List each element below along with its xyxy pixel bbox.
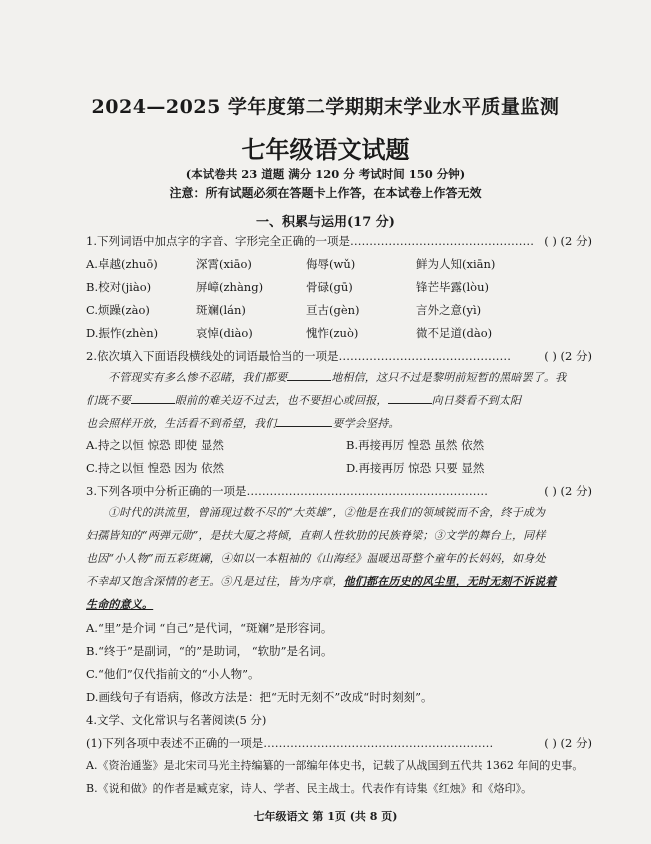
q2-stem: 2.依次填入下面语段横线处的词语最恰当的一项是……………………………………… ( ) (2 分) [86,349,592,363]
page-footer: 七年级语文 第 1页 (共 8 页) [253,810,398,823]
q2-passage: 也会照样开放，生活看不到希望，我们 要学会坚持。 [86,417,400,430]
q2-answer-paren: ( ) (2 分) [544,349,592,363]
q4-answer-paren: ( ) (2 分) [544,736,592,750]
q4-option: B.《说和做》的作者是臧克家，诗人、学者、民主战士。代表作有诗集《红烛》和《烙印》。 [86,782,533,795]
q3-passage [86,594,610,615]
q4-stem: 4.文学、文化常识与名著阅读(5 分) [86,713,267,727]
q3-option: C.“他们”仅代指前文的“小人物”。 [86,667,260,681]
q4-sub1: (1)下列各项中表述不正确的一项是…………………………………………………… ( ) (2 分) [86,736,592,750]
exam-info: (本试卷共 23 道题 满分 120 分 考试时间 150 分钟) [185,167,466,181]
q3-option: B.“终于”是副词，“的”是助词， “软肋”是名词。 [86,644,333,658]
exam-notice: 注意：所有试题必须在答题卡上作答，在本试卷上作答无效 [169,186,482,200]
exam-title: 2024—2025 学年度第二学期期末学业水平质量监测 [91,96,560,118]
q2-passage: 不管现实有多么惨不忍睹，我们都要 地相信，这只不过是黎明前短暂的黑暗罢了。我 [108,371,567,384]
q1-answer-paren: ( ) (2 分) [544,234,592,248]
q2-option-row: C.持之以恒 惶恐 因为 依然 D.再接再厉 惊恐 只要 显然 [86,461,485,475]
q3-answer-paren: ( ) (2 分) [544,484,592,498]
q1-option-row: B.校对(jiào) 屏嶂(zhàng) 骨碌(gū) 锋芒毕露(lòu) [86,280,489,294]
q3-option: A.“里”是介词 “自己”是代词，“斑斓”是形容词。 [86,621,333,635]
underlined-sentence: 他们都在历史的风尘里，无时无刻不诉说着 [343,575,557,588]
q3-passage: 也因“小人物”而五彩斑斓，④如以一本粗袖的《山海经》温暖迅哥整个童年的长妈妈，如身处 [86,552,546,565]
fill-blank [287,370,331,381]
q1-option-row: C.烦躁(zào) 斑斓(lán) 亘古(gèn) 言外之意(yì) [86,303,482,317]
q2-passage: 们既不要 眼前的难关迈不过去，也不要担心或回报， 向日葵看不到太阳 [86,394,522,407]
q4-option: A.《资治通鉴》是北宋司马光主持编纂的一部编年体史书，记载了从战国到五代共 1362 年间的史事。 [86,759,584,772]
fill-blank [131,393,175,404]
underlined-sentence: 生命的意义。 [86,598,154,611]
q2-option-row: A.持之以恒 惊恐 即使 显然 B.再接再厉 惶恐 虽然 依然 [86,438,485,452]
q3-passage: ①时代的洪流里，曾涌现过数不尽的“大英雄”，②他是在我们的领域锐而不舍，终于成为 [108,506,546,519]
q1-stem: 1.下列词语中加点字的字音、字形完全正确的一项是………………………………………… ( ) (2 分) [86,234,592,248]
exam-subtitle: 七年级语文试题 [241,135,410,164]
q3-passage: 不幸却又饱含深情的老王。⑤凡是过往，皆为序章，他们都在历史的风尘里，无时无刻不诉说着 [86,575,557,588]
q3-passage: 妇孺皆知的“两弹元勋”，是扶大厦之将倾，直刺人性软肋的民族脊梁；③文学的舞台上，同样 [86,529,546,542]
section-heading: 一、积累与运用(17 分) [256,215,395,230]
q1-option-row: A.卓越(zhuō) 深霄(xiāo) 侮辱(wǔ) 鲜为人知(xiān) [86,257,496,271]
fill-blank [388,393,432,404]
q3-option: D.画线句子有语病，修改方法是：把“无时无刻不”改成“时时刻刻”。 [86,690,433,704]
fill-blank [276,416,332,427]
q3-stem: 3.下列各项中分析正确的一项是……………………………………………………… ( ) (2 分) [86,484,592,498]
q1-option-row: D.振怍(zhèn) 哀悼(diào) 愧怍(zuò) 微不足道(dào) [86,326,493,340]
